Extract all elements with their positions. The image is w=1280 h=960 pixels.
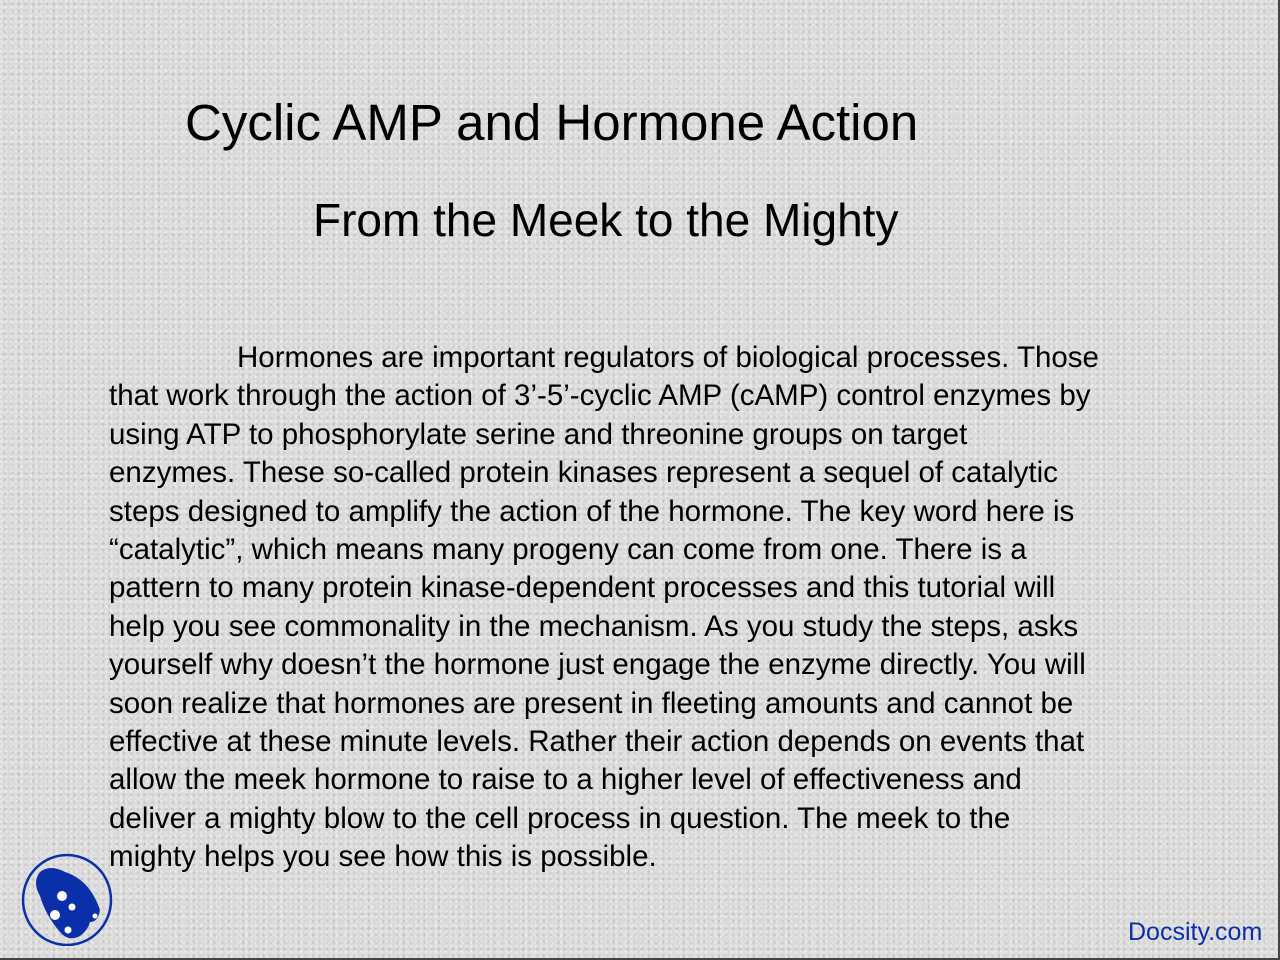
docsity-watermark: Docsity.com bbox=[1128, 918, 1263, 946]
slide-title: Cyclic AMP and Hormone Action bbox=[185, 94, 919, 151]
body-line: “catalytic”, which means many progeny can come from one. There is a bbox=[109, 533, 1027, 567]
body-line: allow the meek hormone to raise to a higher level of effectiveness and bbox=[109, 763, 1022, 797]
body-line: soon realize that hormones are present in fleeting amounts and cannot be bbox=[109, 686, 1074, 720]
drop-logo-icon bbox=[20, 850, 114, 946]
body-line: effective at these minute levels. Rather their action depends on events that bbox=[109, 725, 1085, 759]
slide-body bbox=[109, 339, 1099, 877]
body-line: enzymes. These so-called protein kinases represent a sequel of catalytic bbox=[109, 456, 1058, 490]
body-line: mighty helps you see how this is possible. bbox=[109, 840, 657, 874]
body-line: using ATP to phosphorylate serine and threonine groups on target bbox=[109, 417, 968, 451]
body-line: deliver a mighty blow to the cell process in question. The meek to the bbox=[109, 801, 1011, 835]
body-line: help you see commonality in the mechanism. As you study the steps, asks bbox=[109, 609, 1079, 643]
slide-subtitle: From the Meek to the Mighty bbox=[313, 194, 899, 246]
body-line: pattern to many protein kinase-dependent processes and this tutorial will bbox=[109, 571, 1056, 605]
body-line: that work through the action of 3’-5’-cyclic AMP (cAMP) control enzymes by bbox=[109, 379, 1091, 413]
body-line: Hormones are important regulators of biological processes. Those bbox=[237, 341, 1099, 374]
body-line: steps designed to amplify the action of the hormone. The key word here is bbox=[109, 494, 1075, 528]
body-line: yourself why doesn’t the hormone just engage the enzyme directly. You will bbox=[109, 648, 1086, 682]
